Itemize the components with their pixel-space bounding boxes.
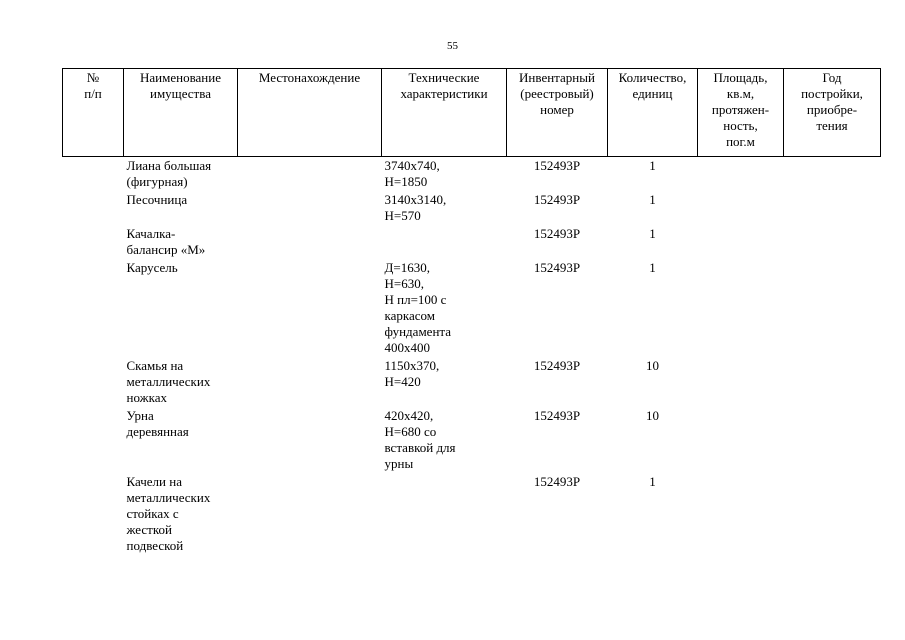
- cell-name: Карусель: [126, 260, 178, 275]
- cell-inventory: 152493Р: [533, 358, 581, 373]
- table-row: [63, 408, 881, 474]
- cell-tech: 3140x3140, H=570: [384, 192, 447, 223]
- cell-year: [784, 358, 881, 408]
- header-quantity: Количество, единиц: [608, 69, 698, 157]
- property-table: [62, 68, 881, 556]
- cell-tech: 3740x740, H=1850: [384, 158, 440, 189]
- cell-quantity: 1: [649, 192, 656, 207]
- cell-year: [784, 260, 881, 358]
- cell-area: [698, 157, 784, 193]
- cell-year: [784, 474, 881, 556]
- cell-name: Качалка- балансир «М»: [126, 226, 206, 257]
- cell-inventory: 152493Р: [533, 192, 581, 207]
- cell-area: [698, 408, 784, 474]
- page-number: 55: [447, 40, 458, 52]
- cell-quantity: 1: [649, 260, 656, 275]
- cell-location: [238, 192, 382, 226]
- cell-number: [63, 358, 124, 408]
- cell-inventory: 152493Р: [533, 260, 581, 275]
- table-row: [63, 226, 881, 260]
- cell-location: [238, 226, 382, 260]
- table-row: [63, 192, 881, 226]
- header-year: Год постройки, приобре- тения: [784, 69, 881, 157]
- cell-quantity: 1: [649, 474, 656, 489]
- cell-tech: Д=1630, H=630, H пл=100 с каркасом фундамента 400x400: [384, 260, 452, 355]
- cell-tech: 1150x370, H=420: [384, 358, 440, 389]
- cell-quantity: 10: [646, 408, 659, 423]
- table-row: [63, 474, 881, 556]
- header-tech: Технические характеристики: [382, 69, 507, 157]
- cell-location: [238, 358, 382, 408]
- cell-location: [238, 408, 382, 474]
- table-row: [63, 157, 881, 193]
- cell-year: [784, 192, 881, 226]
- cell-name: Качели на металлических стойках с жесткой подвеской: [126, 474, 211, 553]
- cell-number: [63, 260, 124, 358]
- cell-name: Скамья на металлических ножках: [126, 358, 211, 405]
- cell-inventory: 152493Р: [533, 474, 581, 489]
- cell-area: [698, 358, 784, 408]
- header-number: № п/п: [63, 69, 124, 157]
- table-row: [63, 358, 881, 408]
- cell-year: [784, 226, 881, 260]
- cell-year: [784, 157, 881, 193]
- header-inventory: Инвентарный (реестровый) номер: [507, 69, 608, 157]
- cell-tech: [382, 226, 507, 260]
- cell-inventory: 152493Р: [533, 226, 581, 241]
- cell-name: Песочница: [126, 192, 188, 207]
- cell-number: [63, 192, 124, 226]
- header-location: Местонахождение: [238, 69, 382, 157]
- cell-number: [63, 408, 124, 474]
- cell-area: [698, 260, 784, 358]
- cell-tech: 420x420, H=680 со вставкой для урны: [384, 408, 456, 471]
- cell-quantity: 10: [646, 358, 659, 373]
- cell-area: [698, 474, 784, 556]
- cell-number: [63, 474, 124, 556]
- cell-area: [698, 226, 784, 260]
- header-name: Наименование имущества: [124, 69, 238, 157]
- cell-quantity: 1: [649, 158, 656, 173]
- cell-inventory: 152493Р: [533, 408, 581, 423]
- cell-inventory: 152493Р: [533, 158, 581, 173]
- cell-location: [238, 157, 382, 193]
- cell-location: [238, 474, 382, 556]
- cell-number: [63, 226, 124, 260]
- cell-year: [784, 408, 881, 474]
- cell-number: [63, 157, 124, 193]
- cell-quantity: 1: [649, 226, 656, 241]
- cell-area: [698, 192, 784, 226]
- cell-name: Лиана большая (фигурная): [126, 158, 212, 189]
- cell-location: [238, 260, 382, 358]
- table-row: [63, 260, 881, 358]
- header-area: Площадь, кв.м, протяжен- ность, пог.м: [698, 69, 784, 157]
- cell-name: Урна деревянная: [126, 408, 189, 439]
- table-header-row: [63, 69, 881, 157]
- cell-tech: [382, 474, 507, 556]
